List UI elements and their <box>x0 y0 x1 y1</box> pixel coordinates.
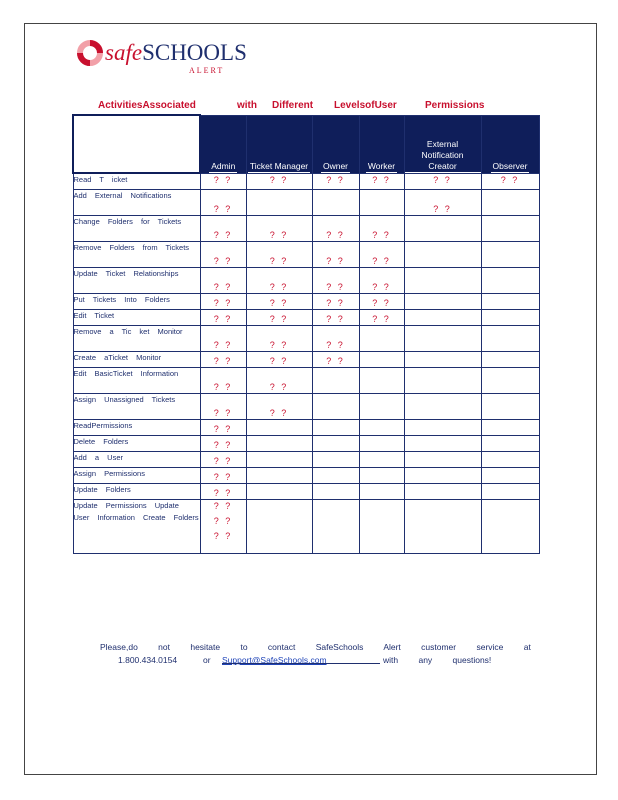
permission-mark-cell <box>404 241 481 267</box>
permission-mark: ? ? <box>213 281 233 292</box>
permission-mark-cell <box>359 393 404 419</box>
permission-mark-cell <box>404 351 481 367</box>
activity-cell: Edit Ticket <box>73 309 200 325</box>
logo-safe: safe <box>105 40 143 65</box>
permission-mark-cell <box>359 173 404 189</box>
permission-mark-cell <box>404 419 481 435</box>
table-row <box>73 393 539 419</box>
permission-mark-cell <box>312 293 359 309</box>
table-row <box>73 189 539 215</box>
permission-mark: ? ? <box>326 297 345 308</box>
permission-mark-cell <box>246 419 312 435</box>
permission-mark-cell <box>246 499 312 553</box>
permission-mark: ? ? <box>213 439 233 450</box>
permission-mark: ? ? <box>269 339 289 350</box>
permission-mark-cell <box>246 241 312 267</box>
table-row <box>73 435 539 451</box>
permission-mark: ? ? <box>213 515 233 526</box>
column-header <box>404 115 481 173</box>
permission-mark-cell <box>246 267 312 293</box>
table-row <box>73 351 539 367</box>
permission-mark: ? ? <box>500 174 520 185</box>
column-header-label: Owner <box>322 160 349 171</box>
permission-mark-cell <box>481 351 539 367</box>
permission-mark: ? ? <box>269 355 289 366</box>
permission-mark: ? ? <box>326 229 345 240</box>
permission-mark-cell <box>359 241 404 267</box>
permission-mark-cell <box>246 215 312 241</box>
permission-mark-cell <box>312 241 359 267</box>
permission-mark-cell <box>312 451 359 467</box>
table-row <box>73 483 539 499</box>
heading-levels: LevelsofUser <box>334 100 397 111</box>
heading-different: Different <box>272 100 314 111</box>
safeschools-logo <box>77 38 247 80</box>
column-header <box>481 115 539 173</box>
permission-mark-cell <box>359 267 404 293</box>
column-header <box>200 115 246 173</box>
permission-mark: ? ? <box>326 313 345 324</box>
permission-mark-cell <box>404 309 481 325</box>
permission-mark-cell <box>200 467 246 483</box>
permission-mark: ? ? <box>372 255 391 266</box>
permission-mark: ? ? <box>269 229 289 240</box>
permission-mark: ? ? <box>269 381 289 392</box>
permission-mark-cell <box>312 351 359 367</box>
permission-mark-cell <box>312 267 359 293</box>
activity-cell: ReadPermissions <box>73 419 200 435</box>
heading-with: with <box>237 100 257 111</box>
permission-mark: ? ? <box>269 281 289 292</box>
permission-mark-cell <box>481 173 539 189</box>
table-row <box>73 419 539 435</box>
permission-mark-cell <box>481 499 539 553</box>
permission-mark-cell <box>200 325 246 351</box>
permission-mark: ? ? <box>213 229 233 240</box>
permission-mark-cell <box>404 367 481 393</box>
table-row <box>73 367 539 393</box>
permission-mark: ? ? <box>269 297 289 308</box>
permission-mark-cell <box>312 467 359 483</box>
table-body <box>73 173 539 553</box>
table-row <box>73 451 539 467</box>
permission-mark: ? ? <box>213 471 233 482</box>
permission-mark-cell <box>246 467 312 483</box>
permission-mark-cell <box>481 367 539 393</box>
permission-mark-cell <box>404 393 481 419</box>
activity-cell: Remove Folders from Tickets <box>73 241 200 267</box>
permission-mark-cell <box>404 215 481 241</box>
column-header <box>359 115 404 173</box>
column-header-label: Ticket Manager <box>249 160 309 171</box>
column-header-label: Observer <box>492 160 528 171</box>
permission-mark-cell <box>404 173 481 189</box>
activity-cell: Put Tickets Into Folders <box>73 293 200 309</box>
permission-mark: ? ? <box>326 355 345 366</box>
table-row <box>73 241 539 267</box>
permission-mark-cell <box>246 435 312 451</box>
permission-mark-cell <box>404 293 481 309</box>
support-email-text[interactable]: Support@SafeSchools.com <box>222 655 327 665</box>
logo-alert: ALERT <box>189 66 225 75</box>
permission-mark-cell <box>312 189 359 215</box>
permission-mark: ? ? <box>372 174 391 185</box>
permission-mark-cell <box>481 467 539 483</box>
footer-or: or <box>203 655 211 665</box>
heading-permissions: Permissions <box>425 100 485 111</box>
permission-mark-cell <box>312 499 359 553</box>
permission-mark-cell <box>312 393 359 419</box>
permission-mark-cell <box>312 309 359 325</box>
permission-mark-cell <box>359 215 404 241</box>
column-header <box>246 115 312 173</box>
permission-mark: ? ? <box>372 229 391 240</box>
footer-tail: with any questions! <box>383 655 492 665</box>
activity-cell: Add a User <box>73 451 200 467</box>
permission-mark: ? ? <box>326 174 345 185</box>
permission-mark-cell <box>359 435 404 451</box>
activity-cell: Assign Permissions <box>73 467 200 483</box>
logo-schools: SCHOOLS <box>142 40 247 65</box>
permission-mark-cell <box>200 435 246 451</box>
column-header <box>312 115 359 173</box>
permission-mark-cell <box>246 367 312 393</box>
table-row <box>73 215 539 241</box>
permission-mark-cell <box>359 451 404 467</box>
permission-mark: ? ? <box>269 407 289 418</box>
column-header-label: External Notification Creator <box>405 139 481 173</box>
permission-mark: ? ? <box>213 500 233 511</box>
permission-mark-cell <box>481 419 539 435</box>
permission-mark-cell <box>200 351 246 367</box>
activity-cell: Add External Notifications <box>73 189 200 215</box>
footer-phone: 1.800.434.0154 <box>118 655 178 665</box>
permission-mark-cell <box>200 419 246 435</box>
permission-mark-cell <box>481 293 539 309</box>
permission-mark-cell <box>246 483 312 499</box>
permission-mark-cell <box>359 499 404 553</box>
permission-mark-cell <box>404 451 481 467</box>
permission-mark-cell <box>359 189 404 215</box>
permission-mark-cell <box>359 309 404 325</box>
permission-mark: ? ? <box>372 281 391 292</box>
permission-mark: ? ? <box>326 281 345 292</box>
permission-mark-cell <box>200 393 246 419</box>
permission-mark-cell <box>312 483 359 499</box>
permission-mark-cell <box>359 419 404 435</box>
permission-mark-cell <box>246 393 312 419</box>
activity-cell: Update Permissions Update User Information Create Folders <box>73 499 200 553</box>
permission-mark-cell <box>481 267 539 293</box>
permission-mark-cell <box>359 325 404 351</box>
permission-mark-cell <box>246 189 312 215</box>
permission-mark-cell <box>200 267 246 293</box>
activity-cell: Read T icket <box>73 173 200 189</box>
activity-cell: Remove a Tic ket Monitor <box>73 325 200 351</box>
permission-mark: ? ? <box>433 174 452 185</box>
permission-mark-cell <box>481 325 539 351</box>
permission-mark: ? ? <box>213 203 233 214</box>
activity-cell: Assign Unassigned Tickets <box>73 393 200 419</box>
table-row <box>73 293 539 309</box>
permission-mark-cell <box>481 215 539 241</box>
permission-mark: ? ? <box>372 313 391 324</box>
permission-mark-cell <box>246 293 312 309</box>
permission-mark-cell <box>481 435 539 451</box>
permission-mark-cell <box>359 483 404 499</box>
permission-mark-cell <box>312 173 359 189</box>
permission-mark-cell <box>200 309 246 325</box>
activity-cell: Change Folders for Tickets <box>73 215 200 241</box>
table-row <box>73 267 539 293</box>
permission-mark: ? ? <box>213 313 233 324</box>
permission-mark: ? ? <box>213 355 233 366</box>
permission-mark: ? ? <box>213 423 233 434</box>
permissions-table <box>72 114 540 554</box>
permission-mark-cell <box>481 241 539 267</box>
life-ring-icon <box>77 40 103 66</box>
permission-mark-cell <box>312 367 359 393</box>
permission-mark-cell <box>200 241 246 267</box>
permission-mark-cell <box>404 189 481 215</box>
permission-mark: ? ? <box>213 174 233 185</box>
table-row <box>73 467 539 483</box>
activity-cell: Delete Folders <box>73 435 200 451</box>
permission-mark: ? ? <box>213 381 233 392</box>
permission-mark-cell <box>404 325 481 351</box>
permission-mark-cell <box>481 451 539 467</box>
activity-cell: Edit BasicTicket Information <box>73 367 200 393</box>
footer-line1: Please,do not hesitate to contact SafeSchools Alert customer service at <box>100 642 531 652</box>
permission-mark-cell <box>246 325 312 351</box>
permission-mark-cell <box>481 483 539 499</box>
permission-mark-cell <box>246 309 312 325</box>
permission-mark-cell <box>200 293 246 309</box>
table-row <box>73 499 539 553</box>
permission-mark-cell <box>359 293 404 309</box>
header-blank-cell <box>73 115 200 173</box>
activity-cell: Create aTicket Monitor <box>73 351 200 367</box>
permission-mark: ? ? <box>213 255 233 266</box>
permission-mark-cell <box>312 419 359 435</box>
permission-mark-cell <box>200 499 246 553</box>
permission-mark-cell <box>200 189 246 215</box>
permission-mark-cell <box>312 215 359 241</box>
permission-mark-cell <box>404 499 481 553</box>
permission-mark: ? ? <box>213 339 233 350</box>
permission-mark-cell <box>312 325 359 351</box>
permission-mark: ? ? <box>213 530 233 541</box>
permission-mark-cell <box>312 435 359 451</box>
permission-mark: ? ? <box>213 407 233 418</box>
column-header-label: Worker <box>367 160 396 171</box>
permission-mark-cell <box>359 467 404 483</box>
link-underline <box>222 663 380 664</box>
permission-mark-cell <box>404 267 481 293</box>
permission-mark: ? ? <box>269 313 289 324</box>
permission-mark: ? ? <box>269 174 289 185</box>
permission-mark-cell <box>200 173 246 189</box>
permission-mark: ? ? <box>372 297 391 308</box>
table-row <box>73 309 539 325</box>
permission-mark-cell <box>246 351 312 367</box>
permission-mark-cell <box>246 173 312 189</box>
permission-mark: ? ? <box>326 339 345 350</box>
permission-mark: ? ? <box>269 255 289 266</box>
permission-mark-cell <box>481 189 539 215</box>
permission-mark-cell <box>359 351 404 367</box>
permission-mark-cell <box>246 451 312 467</box>
permission-mark: ? ? <box>213 455 233 466</box>
table-row <box>73 173 539 189</box>
activity-cell: Update Folders <box>73 483 200 499</box>
permission-mark-cell <box>404 483 481 499</box>
table-row <box>73 325 539 351</box>
permission-mark-cell <box>359 367 404 393</box>
permission-mark-cell <box>200 451 246 467</box>
permission-mark-cell <box>200 215 246 241</box>
permission-mark-cell <box>200 367 246 393</box>
activity-cell: Update Ticket Relationships <box>73 267 200 293</box>
permission-mark: ? ? <box>213 487 233 498</box>
permission-mark: ? ? <box>326 255 345 266</box>
heading-activities: ActivitiesAssociated <box>98 100 196 111</box>
permission-mark: ? ? <box>213 297 233 308</box>
permission-mark-cell <box>404 467 481 483</box>
permission-mark-cell <box>200 483 246 499</box>
column-header-label: Admin <box>211 160 236 171</box>
permission-mark: ? ? <box>433 203 452 214</box>
permission-mark-cell <box>481 309 539 325</box>
table-header-row <box>73 115 539 173</box>
permission-mark-cell <box>481 393 539 419</box>
permission-mark-cell <box>404 435 481 451</box>
